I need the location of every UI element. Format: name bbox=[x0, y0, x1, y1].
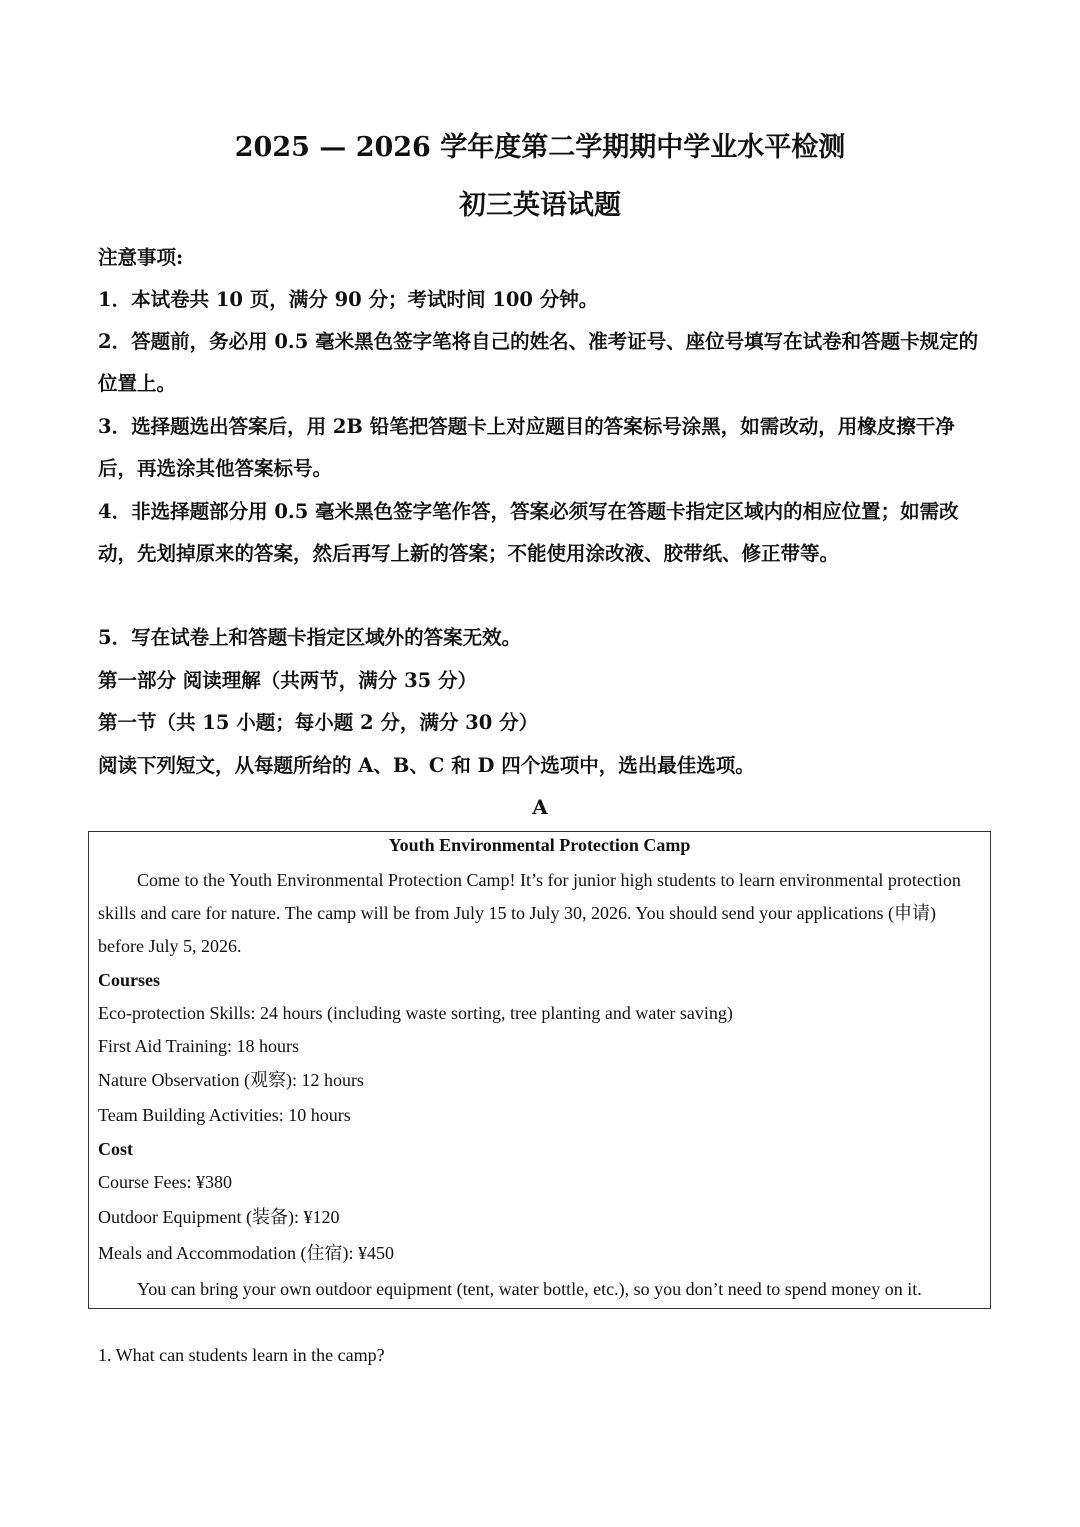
note-item: 5．写在试卷上和答题卡指定区域外的答案无效。 bbox=[98, 626, 522, 649]
reading-instruction: 阅读下列短文，从每题所给的 A、B、C 和 D 四个选项中，选出最佳选项。 bbox=[98, 754, 755, 777]
note-item: 4．非选择题部分用 0.5 毫米黑色签字笔作答，答案必须写在答题卡指定区域内的相应位置；如需改动，先划掉原来的答案，然后再写上新的答案；不能使用涂改液、胶带纸、修正带等。 bbox=[98, 500, 959, 565]
equipment-note: You can bring your own outdoor equipment (tent, water bottle, etc.), so you don’t need to spend money on it. bbox=[137, 1279, 922, 1299]
note-item: 1．本试卷共 10 页，满分 90 分；考试时间 100 分钟。 bbox=[98, 288, 599, 311]
course-item: Team Building Activities: 10 hours bbox=[98, 1105, 351, 1125]
courses-heading: Courses bbox=[98, 970, 160, 990]
cost-item: Meals and Accommodation (住宿): ¥450 bbox=[98, 1243, 394, 1263]
cost-item: Outdoor Equipment (装备): ¥120 bbox=[98, 1207, 340, 1227]
passage-title: Youth Environmental Protection Camp bbox=[388, 835, 691, 855]
cost-item: Course Fees: ¥380 bbox=[98, 1172, 232, 1192]
passage-letter: A bbox=[532, 795, 548, 819]
course-item: Eco-protection Skills: 24 hours (including waste sorting, tree planting and water saving) bbox=[98, 1003, 733, 1023]
passage-intro: Come to the Youth Environmental Protection Camp! It’s for junior high students to learn environmental protection skills and care for nature. The camp will be from July 15 to July 30, 2026. You should send your applications (申请) before July 5, 2026. bbox=[98, 870, 961, 956]
subsection-heading: 第一节（共 15 小题；每小题 2 分，满分 30 分） bbox=[98, 711, 539, 734]
part-heading: 第一部分 阅读理解（共两节，满分 35 分） bbox=[98, 669, 478, 692]
note-item: 3．选择题选出答案后，用 2B 铅笔把答题卡上对应题目的答案标号涂黑，如需改动，用橡皮擦干净后，再选涂其他答案标号。 bbox=[98, 415, 955, 480]
exam-subtitle: 初三英语试题 bbox=[459, 190, 621, 221]
notes-heading: 注意事项: bbox=[98, 246, 184, 269]
cost-heading: Cost bbox=[98, 1139, 133, 1159]
question-1: 1. What can students learn in the camp? bbox=[98, 1345, 385, 1365]
course-item: First Aid Training: 18 hours bbox=[98, 1036, 300, 1056]
exam-title: 2025 — 2026 学年度第二学期期中学业水平检测 bbox=[234, 132, 846, 163]
course-item: Nature Observation (观察): 12 hours bbox=[98, 1070, 364, 1090]
note-item: 2．答题前，务必用 0.5 毫米黑色签字笔将自己的姓名、准考证号、座位号填写在试卷和答题卡规定的位置上。 bbox=[98, 330, 979, 395]
